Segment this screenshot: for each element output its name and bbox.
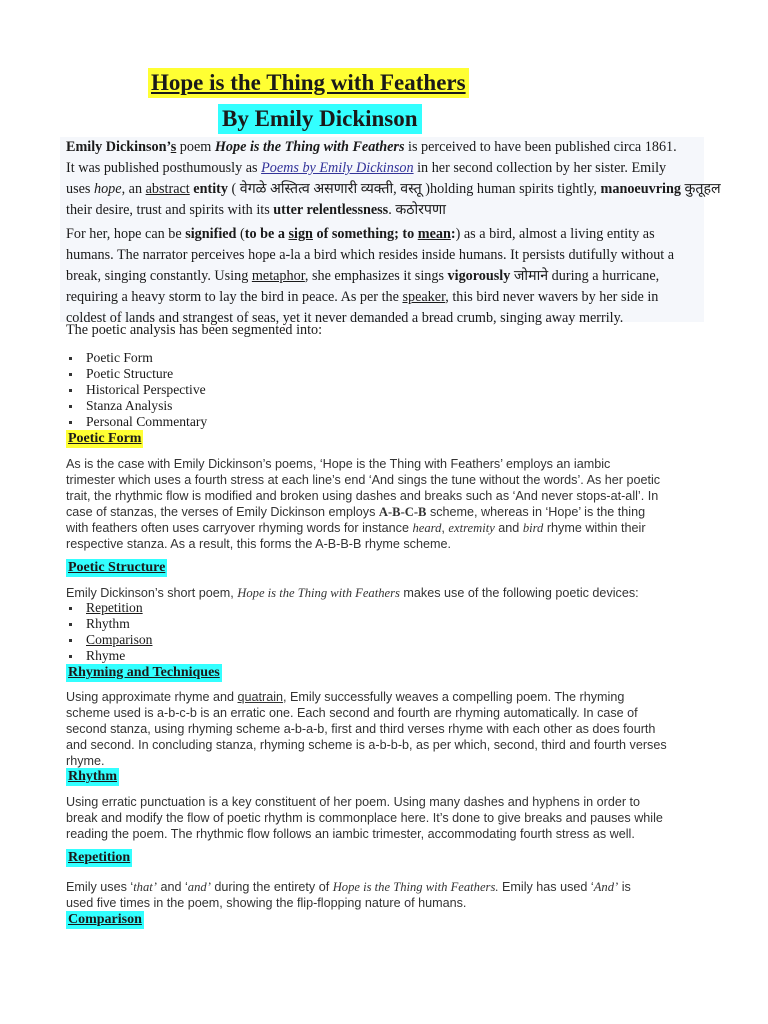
intro-line: For her, hope can be signified (to be a sign of something; to mean:) as a bird, almost a living entity as bbox=[66, 226, 655, 242]
list-item: Rhyme bbox=[66, 648, 152, 664]
intro-line: uses hope, an abstract entity ( वेगळे अस्तित्व असणारी व्यक्ती, वस्तू )holding human spirits tightly, manoeuvring कुतूहल bbox=[66, 181, 721, 197]
poetic-form-text: As is the case with Emily Dickinson’s poems, ‘Hope is the Thing with Feathers’ employs an iambic trimester which uses a fourth stress at each line’s end ‘And sings the tune without the words’. As her poetic trait, the rhythmic flow is modified and broken using dashes and breaks such as ‘And never stops-at-all’. In case of stanzas, the verses of Emily Dickinson employs A-B-C-B scheme, whereas in ‘Hope’ is the thing with feathers often uses carryover rhyming words for instance heard, extremity and bird rhyme within their respective stanza. As a result, this forms the A-B-B-B rhyme scheme. bbox=[66, 457, 661, 551]
intro-line: It was published posthumously as Poems by Emily Dickinson in her second collection by her sister. Emily bbox=[66, 160, 667, 176]
intro-line: humans. The narrator perceives hope a-la a bird which resides inside humans. It persists dutifully without a bbox=[66, 247, 675, 263]
list-item: Poetic Structure bbox=[66, 366, 207, 382]
heading-poetic-structure: Poetic Structure bbox=[68, 560, 166, 575]
list-item: Poetic Form bbox=[66, 350, 207, 366]
document-byline: By Emily Dickinson bbox=[218, 104, 422, 134]
document-title: Hope is the Thing with Feathers bbox=[148, 68, 469, 98]
poetic-structure-text: Emily Dickinson’s short poem, Hope is the Thing with Feathers makes use of the following poetic devices: bbox=[66, 586, 639, 600]
list-item: Comparison bbox=[66, 632, 152, 648]
intro-line: Emily Dickinson’s poem Hope is the Thing with Feathers is perceived to have been published circa 1861. bbox=[66, 139, 677, 155]
rhythm-text: Using erratic punctuation is a key constituent of her poem. Using many dashes and hyphens in order to break and modify the flow of poetic rhythm is commonplace here. It’s done to give breaks and pauses while reading the poem. The rhythmic flow follows an iambic trimester, accommodating fourth stress as well. bbox=[66, 795, 663, 841]
heading-rhythm: Rhythm bbox=[68, 769, 118, 784]
segmented-line: The poetic analysis has been segmented into: bbox=[66, 322, 323, 338]
heading-comparison: Comparison bbox=[68, 912, 142, 927]
poems-link[interactable]: Poems by Emily Dickinson bbox=[261, 160, 414, 176]
intro-line: break, singing constantly. Using metaphor, she emphasizes it sings vigorously जोमाने during a hurricane, bbox=[66, 268, 660, 284]
list-item: Stanza Analysis bbox=[66, 398, 207, 414]
heading-poetic-form: Poetic Form bbox=[68, 431, 142, 446]
intro-line: their desire, trust and spirits with its utter relentlessness. कठोरपणा bbox=[66, 202, 446, 218]
intro-line: coldest of lands and strangest of seas, yet it never demanded a bread crumb, singing away merrily. bbox=[66, 310, 624, 326]
list-item: Historical Perspective bbox=[66, 382, 207, 398]
list-item: Repetition bbox=[66, 600, 152, 616]
heading-repetition: Repetition bbox=[68, 850, 131, 865]
list-item: Personal Commentary bbox=[66, 414, 207, 430]
sections-list bbox=[66, 350, 207, 430]
intro-block bbox=[60, 137, 721, 326]
heading-rhyming: Rhyming and Techniques bbox=[68, 665, 220, 680]
intro-line: requiring a heavy storm to lay the bird in peace. As per the speaker, this bird never wavers by her side in bbox=[66, 289, 659, 305]
repetition-text: Emily uses ‘that’ and ‘and’ during the entirety of Hope is the Thing with Feathers. Emily has used ‘And’ is used five times in the poem, showing the flip-flopping nature of humans. bbox=[66, 880, 631, 910]
rhyming-text: Using approximate rhyme and quatrain, Emily successfully weaves a compelling poem. The rhyming scheme used is a-b-c-b is an erratic one. Each second and fourth are rhyming automatically. In case of second stanza, using rhyming scheme a-b-a-b, first and third verses rhyme with each other as does fourth and second. In concluding stanza, rhyming scheme is a-b-b-b, as per which, second, third and fourth verses rhyme. bbox=[66, 690, 667, 768]
devices-list bbox=[66, 600, 152, 664]
list-item: Rhythm bbox=[66, 616, 152, 632]
